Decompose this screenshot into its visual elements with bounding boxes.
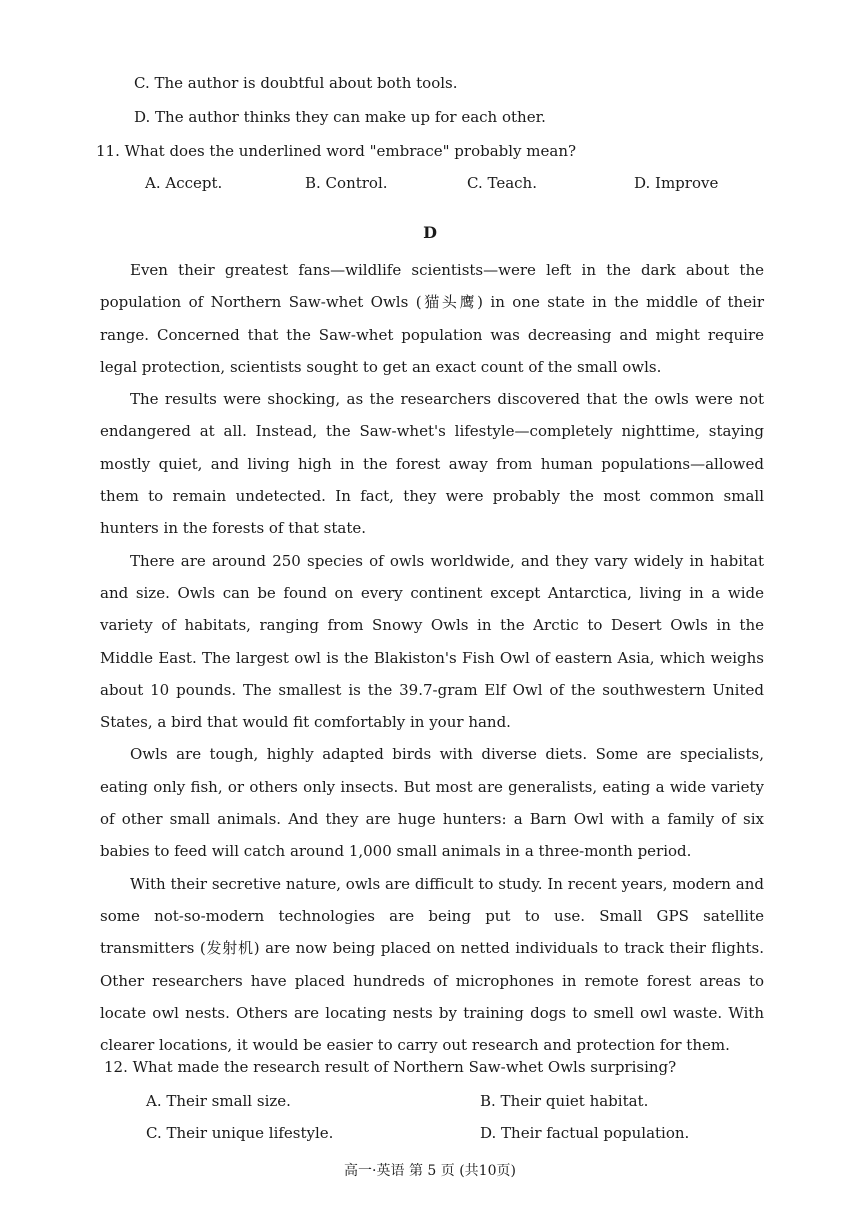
- q12-option-a: A. Their small size.: [146, 1092, 291, 1110]
- q12-option-c: C. Their unique lifestyle.: [146, 1124, 334, 1142]
- q11-option-d: D. Improve: [634, 174, 719, 192]
- page-footer: 高一·英语 第 5 页 (共10页): [344, 1163, 516, 1179]
- reading-passage: [100, 254, 764, 1061]
- q10-option-d: D. The author thinks they can make up for each other.: [134, 108, 546, 126]
- passage-paragraph: The results were shocking, as the researchers discovered that the owls were not endangered at all. Instead, the Saw-whet's lifestyle—completely nighttime, staying mostly quiet, and living high in the forest away from human populations—allowed them to remain undetected. In fact, they were probably the most common small hunters in the forests of that state.: [100, 390, 764, 538]
- passage-paragraph: Even their greatest fans—wildlife scientists—were left in the dark about the population of Northern Saw-whet Owls (猫头鹰) in one state in the middle of their range. Concerned that the Saw-whet population was decreasing and might require legal protection, scientists sought to get an exact count of the small owls.: [100, 261, 764, 376]
- passage-paragraph: With their secretive nature, owls are difficult to study. In recent years, modern and some not-so-modern technologies are being put to use. Small GPS satellite transmitters (发射机) are now being placed on netted individuals to track their flights. Other researchers have placed hundreds of microphones in remote forest areas to locate owl nests. Others are locating nests by training dogs to smell owl waste. With clearer locations, it would be easier to carry out research and protection for them.: [100, 874, 764, 1055]
- section-heading: D: [423, 223, 437, 242]
- q11-stem: 11. What does the underlined word "embrace" probably mean?: [96, 142, 577, 160]
- q11-option-b: B. Control.: [305, 174, 388, 192]
- passage-paragraph: There are around 250 species of owls worldwide, and they vary widely in habitat and size. Owls can be found on every continent except Antarctica, living in a wide variety of habitats, ranging from Snowy Owls in the Arctic to Desert Owls in the Middle East. The largest owl is the Blakiston's Fish Owl of eastern Asia, which weighs about 10 pounds. The smallest is the 39.7-gram Elf Owl of the southwestern United States, a bird that would fit comfortably in your hand.: [100, 551, 764, 732]
- q10-option-c: C. The author is doubtful about both tools.: [134, 74, 458, 92]
- q12-option-b: B. Their quiet habitat.: [480, 1092, 649, 1110]
- passage-paragraph: Owls are tough, highly adapted birds with diverse diets. Some are specialists, eating only fish, or others only insects. But most are generalists, eating a wide variety of other small animals. And they are huge hunters: a Barn Owl with a family of six babies to feed will catch around 1,000 small animals in a three-month period.: [100, 745, 764, 861]
- q12-option-d: D. Their factual population.: [480, 1124, 690, 1142]
- q11-option-c: C. Teach.: [467, 174, 537, 192]
- q11-options: [0, 174, 860, 194]
- q12-stem: 12. What made the research result of Northern Saw-whet Owls surprising?: [104, 1058, 677, 1076]
- q11-option-a: A. Accept.: [145, 174, 223, 192]
